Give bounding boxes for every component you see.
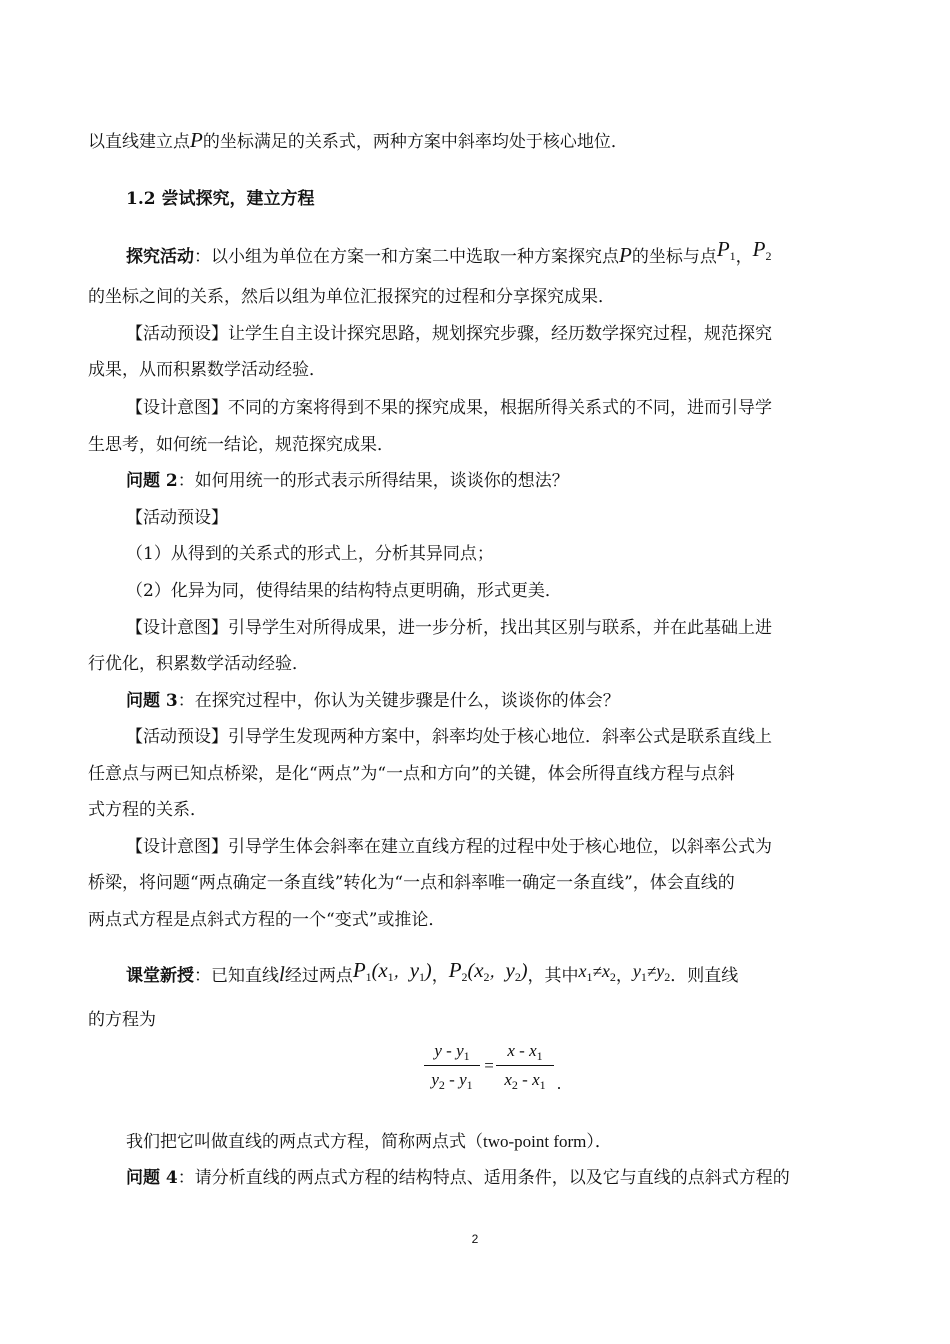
math-sub: 2 xyxy=(609,970,616,984)
section-heading: 1.2 尝试探究，建立方程 xyxy=(126,189,315,209)
math-sub: 2 xyxy=(438,1078,445,1092)
rhs-fraction xyxy=(496,1040,554,1091)
math-sub: 1 xyxy=(466,1078,473,1092)
math-minus: - xyxy=(444,1070,460,1089)
math-var: x xyxy=(529,1041,537,1060)
math-var: y xyxy=(459,1070,467,1089)
text: 的坐标与点 xyxy=(631,247,717,267)
math-var: y xyxy=(409,958,420,982)
question-label: 问题 4 xyxy=(126,1168,178,1188)
math-sub: 2 xyxy=(483,970,490,984)
math-var: x xyxy=(578,961,587,981)
math-point-p1 xyxy=(353,958,432,982)
preset3-line3: 式方程的关系． xyxy=(88,800,207,820)
explore-activity xyxy=(126,237,868,269)
lhs-denominator xyxy=(424,1069,480,1091)
math-sub: 1 xyxy=(419,970,426,984)
text: ．则直线 xyxy=(670,966,739,986)
equals-sign: = xyxy=(484,1056,494,1075)
math-sub: 2 xyxy=(765,249,772,263)
math-var: x xyxy=(474,958,484,982)
question-2 xyxy=(126,469,868,493)
math-sub: 1 xyxy=(539,1078,546,1092)
paragraph-relationship xyxy=(88,128,868,154)
text: ， xyxy=(615,966,633,986)
math-sub: 1 xyxy=(729,249,736,263)
fraction-bar xyxy=(496,1065,554,1066)
preset2-item2: （2）化异为同，使得结果的结构特点更明确，形式更美． xyxy=(126,581,562,601)
math-sep: ， xyxy=(393,964,410,981)
math-var: P xyxy=(448,958,462,982)
math-var-l: l xyxy=(279,962,285,986)
math-neq: ≠ xyxy=(592,962,602,981)
text: ， xyxy=(735,247,753,267)
math-paren: ) xyxy=(520,960,528,982)
math-var: y xyxy=(505,958,515,982)
math-var: y xyxy=(632,961,641,981)
text: ，其中 xyxy=(527,966,579,986)
page-number: 2 xyxy=(471,1232,479,1246)
math-minus: - xyxy=(514,1041,530,1060)
intent3-line3: 两点式方程是点斜式方程的一个“变式”或推论． xyxy=(88,910,446,930)
math-cond-y xyxy=(632,961,671,984)
text: ， xyxy=(431,966,449,986)
text: 以直线建立点 xyxy=(88,132,190,152)
question-4 xyxy=(126,1166,868,1190)
math-sub: 2 xyxy=(664,970,671,984)
math-var: y xyxy=(656,961,665,981)
math-minus: - xyxy=(517,1070,533,1089)
preset2-item1: （1）从得到的关系式的形式上，分析其异同点； xyxy=(126,544,494,564)
math-sub: 1 xyxy=(586,970,593,984)
intent2-line1: 【设计意图】引导学生对所得成果，进一步分析，找出其区别与联系，并在此基础上进 xyxy=(126,618,772,638)
question-label: 问题 2 xyxy=(126,471,178,491)
math-sub: 1 xyxy=(387,970,394,984)
math-var: y xyxy=(431,1070,439,1089)
math-neq: ≠ xyxy=(646,962,657,981)
text: 我们把它叫做直线的两点式方程，简称两点式（ xyxy=(126,1132,483,1152)
math-point-p2 xyxy=(449,958,528,982)
text: ）． xyxy=(586,1132,612,1152)
text: 的坐标满足的关系式，两种方案中斜率均处于核心地位． xyxy=(202,132,628,152)
math-p1 xyxy=(717,237,736,261)
text: 以小组为单位在方案一和方案二中选取一种方案探究点 xyxy=(211,247,619,267)
rhs-denominator xyxy=(496,1069,554,1091)
math-paren: ( xyxy=(467,960,475,982)
text: 经过两点 xyxy=(284,966,353,986)
preset2-title: 【活动预设】 xyxy=(126,508,228,528)
math-var: x xyxy=(378,958,388,982)
new-lesson-line2: 的方程为 xyxy=(88,1010,156,1030)
lhs-fraction xyxy=(424,1040,480,1091)
intent3-line2: 桥梁，将问题“两点确定一条直线”转化为“一点和斜率唯一确定一条直线”，体会直线的 xyxy=(88,873,735,893)
text: ： xyxy=(194,966,211,986)
intent1-line1: 【设计意图】不同的方案将得到不果的探究成果，根据所得关系式的不同，进而引导学 xyxy=(126,398,772,418)
math-var: x xyxy=(601,961,610,981)
text: 已知直线 xyxy=(211,966,279,986)
math-minus: - xyxy=(441,1041,457,1060)
english-term: two-point form xyxy=(483,1132,587,1151)
question-label: 问题 3 xyxy=(126,691,178,711)
two-point-form-definition xyxy=(126,1130,868,1154)
text: ： xyxy=(177,691,195,711)
question-3 xyxy=(126,689,868,713)
math-paren: ) xyxy=(425,960,432,982)
intent3-line1: 【设计意图】引导学生体会斜率在建立直线方程的过程中处于核心地位，以斜率公式为 xyxy=(126,837,772,857)
intent1-line2: 生思考，如何统一结论，规范探究成果． xyxy=(88,435,394,455)
math-sub: 1 xyxy=(463,1049,470,1063)
math-var: x xyxy=(507,1041,515,1060)
preset1-line2: 成果，从而积累数学活动经验． xyxy=(88,360,326,380)
question-text: 请分析直线的两点式方程的结构特点、适用条件，以及它与直线的点斜式方程的 xyxy=(194,1168,790,1188)
rhs-numerator xyxy=(496,1040,554,1062)
text: ： xyxy=(177,471,195,491)
math-sub: 2 xyxy=(514,970,521,984)
math-cond-x xyxy=(578,961,616,984)
math-paren: ( xyxy=(371,960,379,982)
preset1-line1: 【活动预设】让学生自主设计探究思路，规划探究步骤，经历数学探究过程，规范探究 xyxy=(126,324,772,344)
math-var: x xyxy=(504,1070,512,1089)
math-var: x xyxy=(532,1070,540,1089)
math-sub: 2 xyxy=(461,970,468,984)
question-text: 在探究过程中，你认为关键步骤是什么，谈谈你的体会？ xyxy=(194,691,620,711)
math-sub: 1 xyxy=(536,1049,543,1063)
intent2-line2: 行优化，积累数学活动经验． xyxy=(88,654,309,674)
question-text: 如何用统一的形式表示所得结果，谈谈你的想法？ xyxy=(194,471,569,491)
text: ： xyxy=(194,247,211,267)
math-var: P xyxy=(716,237,730,261)
math-var-p: P xyxy=(190,128,203,152)
math-var: y xyxy=(456,1041,464,1060)
preset3-line1: 【活动预设】引导学生发现两种方案中，斜率均处于核心地位．斜率公式是联系直线上 xyxy=(126,727,772,747)
math-p2 xyxy=(753,237,772,261)
math-var-p: P xyxy=(619,243,632,267)
math-sub: 1 xyxy=(365,970,372,984)
lhs-numerator xyxy=(424,1040,480,1062)
math-sub: 2 xyxy=(511,1078,518,1092)
new-lesson-label: 课堂新授 xyxy=(126,966,194,986)
math-sep: ， xyxy=(489,964,506,981)
text: ： xyxy=(177,1168,195,1188)
explore-label: 探究活动 xyxy=(126,247,194,267)
fraction-bar xyxy=(424,1065,480,1066)
math-var: P xyxy=(752,237,766,261)
formula-period: . xyxy=(556,1074,562,1093)
explore-line2: 的坐标之间的关系，然后以组为单位汇报探究的过程和分享探究成果． xyxy=(88,287,615,307)
math-sub: 1 xyxy=(640,970,647,984)
math-var: y xyxy=(434,1041,442,1060)
math-var: P xyxy=(352,958,366,982)
new-lesson xyxy=(126,958,868,989)
preset3-line2: 任意点与两已知点桥梁，是化“两点”为“一点和方向”的关键，体会所得直线方程与点斜 xyxy=(88,764,735,784)
